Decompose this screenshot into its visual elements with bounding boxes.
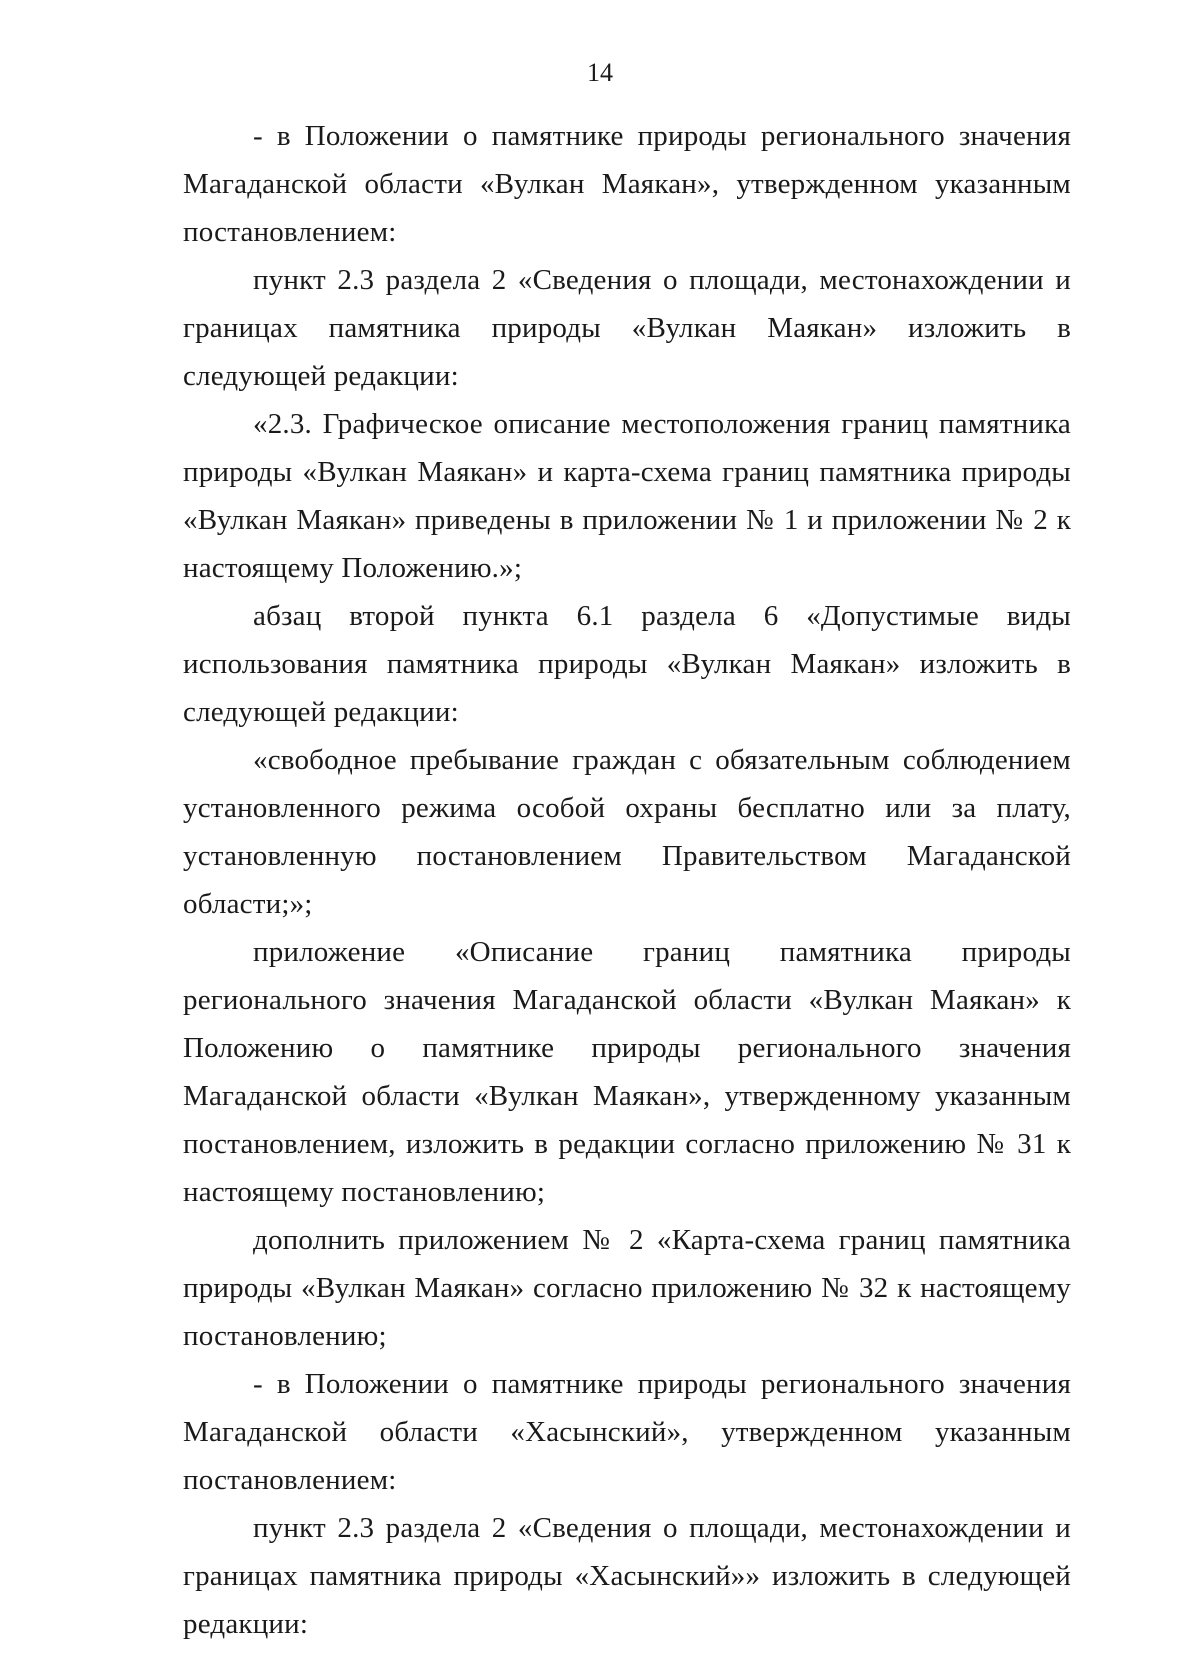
paragraph-6: приложение «Описание границ памятника природы регионального значения Магаданской области «Вулкан Маякан» к Положению о памятнике природы регионального значения Магаданской области «Вулкан Маякан», утвержденному указанным постановлением, изложить в редакции согласно приложению № 31 к настоящему постановлению; [183,936,1071,1208]
document-body [183,112,1071,1648]
paragraph-2: пункт 2.3 раздела 2 «Сведения о площади, местонахождении и границах памятника природы «Вулкан Маякан» изложить в следующей редакции: [183,264,1071,392]
paragraph-9: пункт 2.3 раздела 2 «Сведения о площади, местонахождении и границах памятника природы «Хасынский»» изложить в следующей редакции: [183,1512,1071,1640]
paragraph-4: абзац второй пункта 6.1 раздела 6 «Допустимые виды использования памятника природы «Вулкан Маякан» изложить в следующей редакции: [183,600,1071,728]
paragraph-7: дополнить приложением № 2 «Карта-схема границ памятника природы «Вулкан Маякан» согласно приложению № 32 к настоящему постановлению; [183,1224,1071,1352]
paragraph-5: «свободное пребывание граждан с обязательным соблюдением установленного режима особой охраны бесплатно или за плату, установленную постановлением Правительством Магаданской области;»; [183,744,1071,920]
paragraph-3: «2.3. Графическое описание местоположения границ памятника природы «Вулкан Маякан» и карта-схема границ памятника природы «Вулкан Маякан» приведены в приложении № 1 и приложении № 2 к настоящему Положению.»; [183,408,1071,584]
paragraph-8: - в Положении о памятнике природы регионального значения Магаданской области «Хасынский», утвержденном указанным постановлением: [183,1368,1071,1496]
page-number: 14 [587,58,613,87]
paragraph-1: - в Положении о памятнике природы регионального значения Магаданской области «Вулкан Маякан», утвержденном указанным постановлением: [183,120,1071,248]
